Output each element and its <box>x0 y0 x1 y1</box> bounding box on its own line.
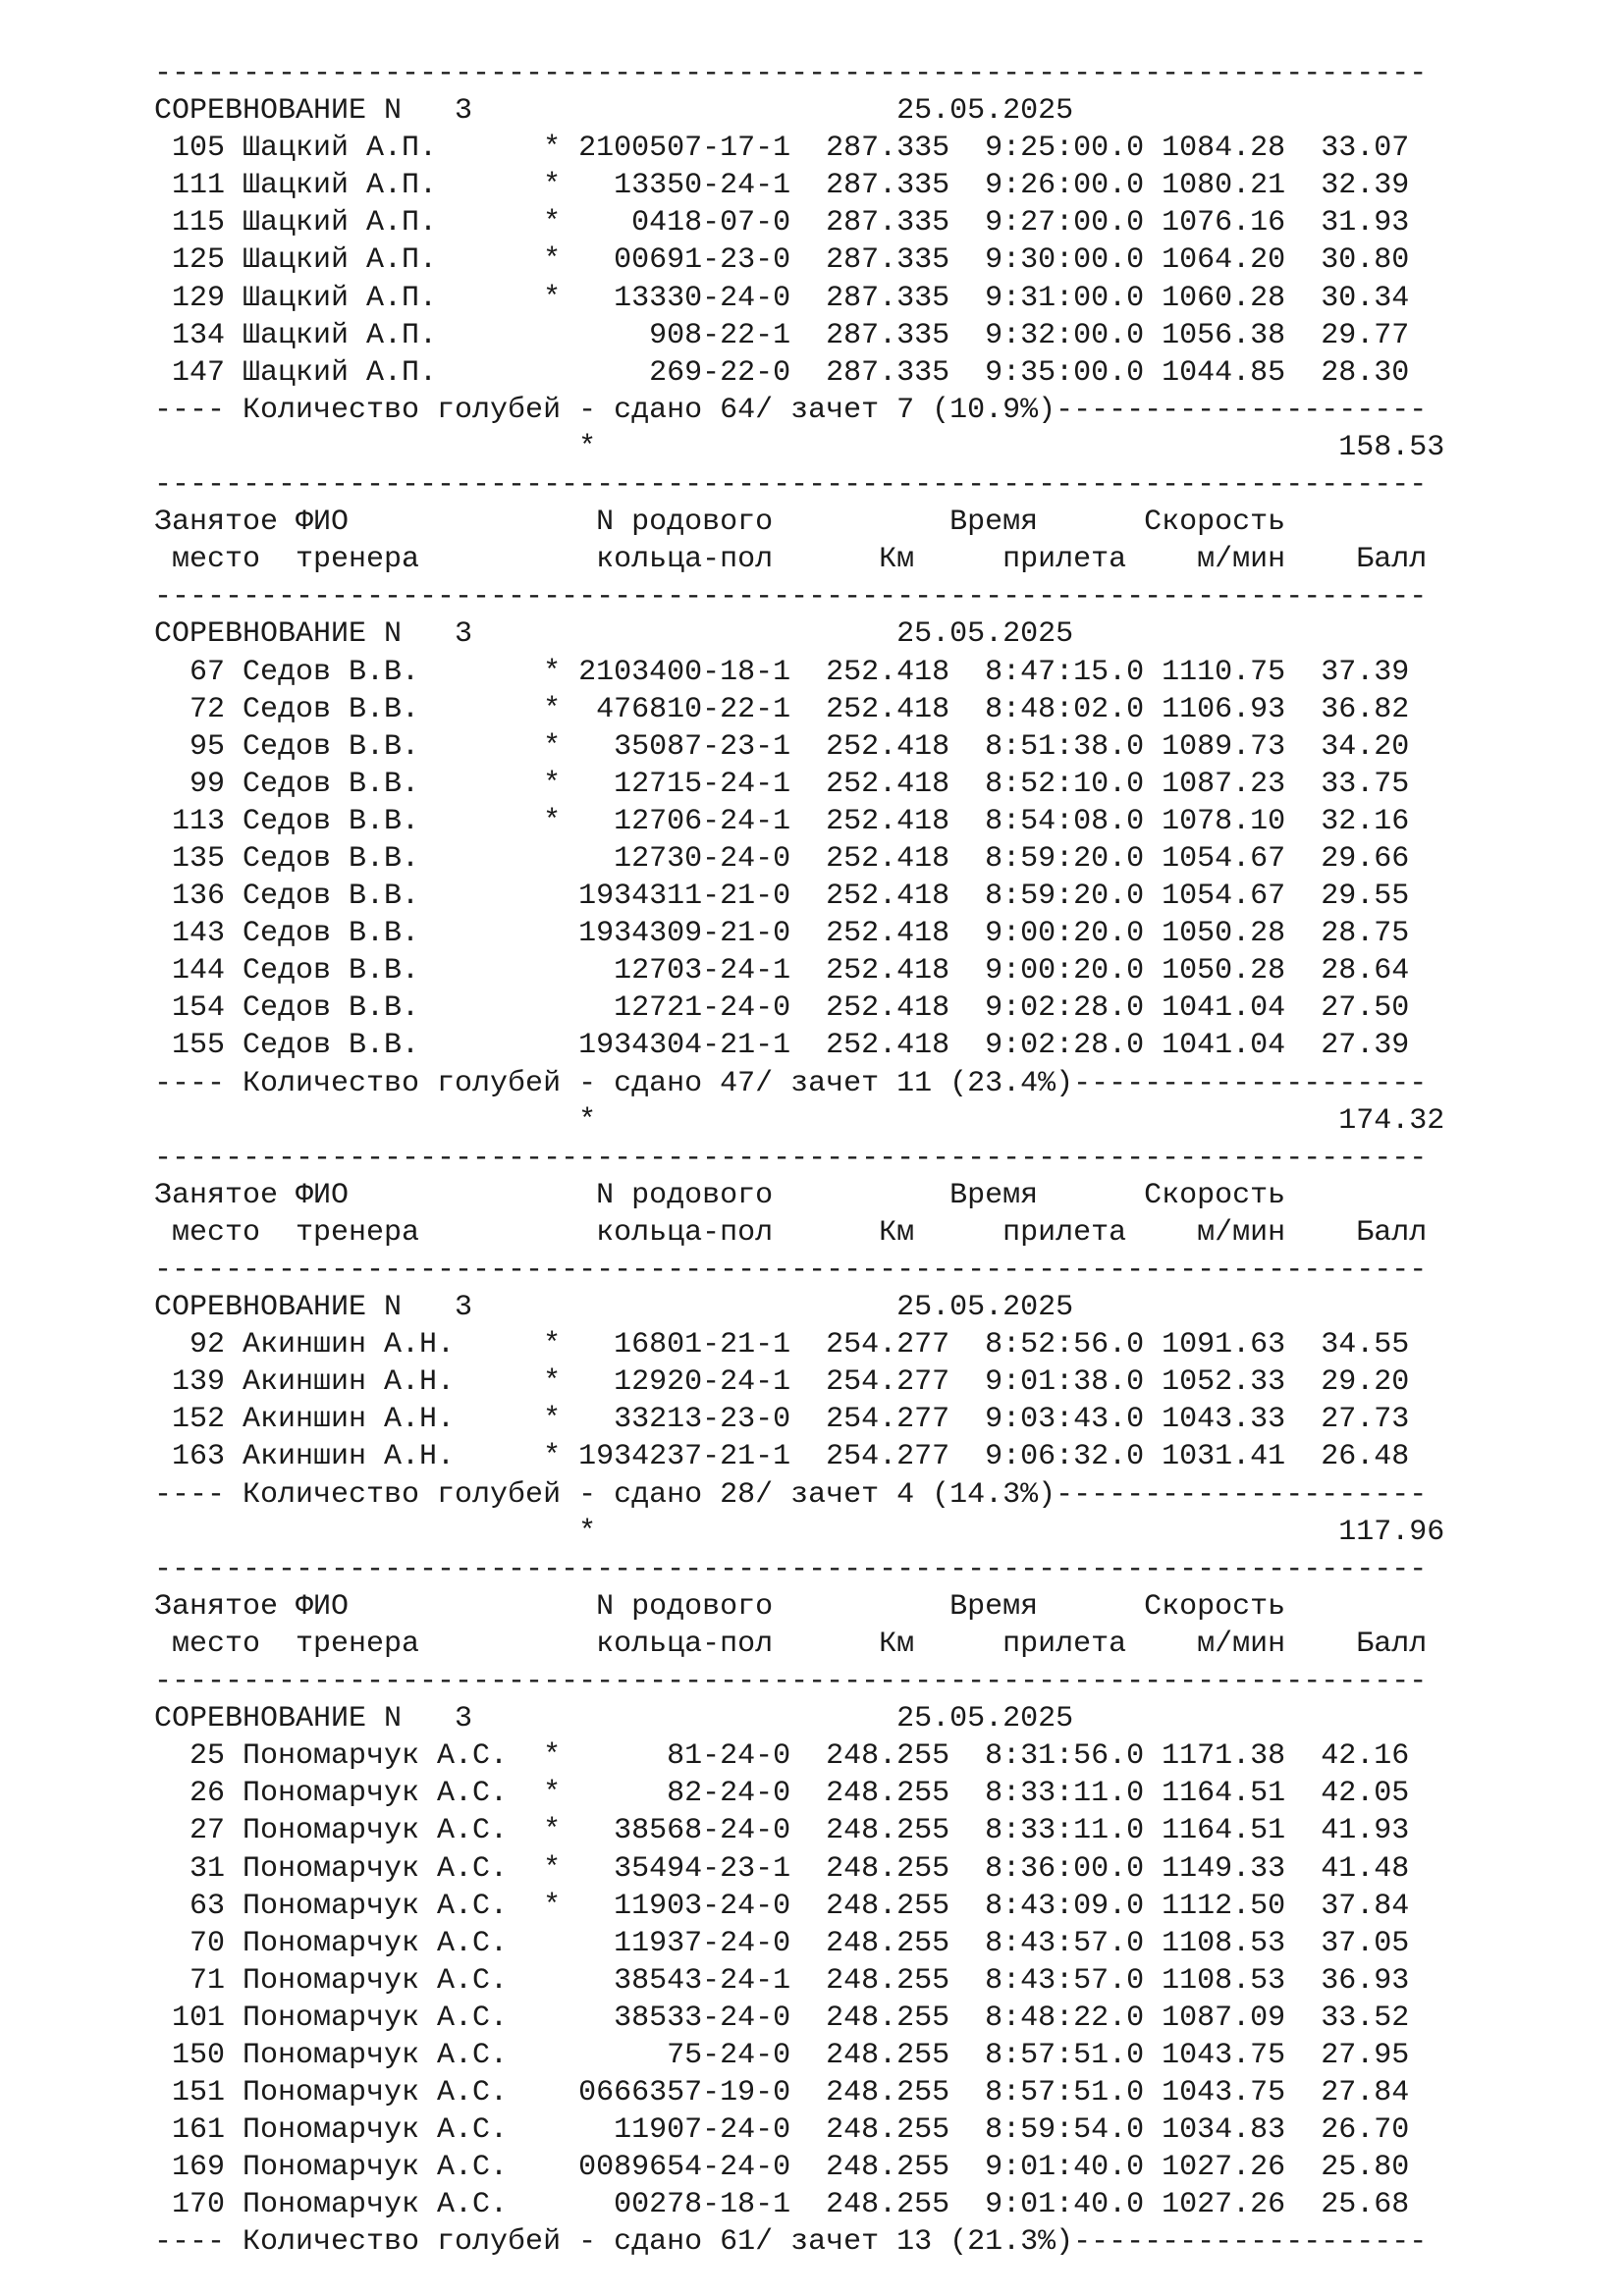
result-row: 25 Пономарчук А.С. * 81-24-0 248.255 8:31:56.0 1171.38 42.16 <box>154 1739 1410 1774</box>
result-row: 163 Акиншин А.Н. * 1934237-21-1 254.277 9:06:32.0 1031.41 26.48 <box>154 1440 1410 1474</box>
column-header-row-1: Занятое ФИО N родового Время Скорость <box>154 1178 1286 1212</box>
results-report <box>154 55 1444 2262</box>
result-row: 125 Шацкий А.П. * 00691-23-0 287.335 9:30:00.0 1064.20 30.80 <box>154 243 1410 278</box>
result-row: 161 Пономарчук А.С. 11907-24-0 248.255 8:59:54.0 1034.83 26.70 <box>154 2113 1410 2148</box>
result-row: 99 Седов В.В. * 12715-24-1 252.418 8:52:10.0 1087.23 33.75 <box>154 767 1410 801</box>
column-header-row-1: Занятое ФИО N родового Время Скорость <box>154 506 1286 540</box>
separator-line: ------------------------------------------------------------------------ <box>154 1552 1428 1586</box>
section-total: * 174.32 <box>154 1103 1445 1138</box>
result-row: 147 Шацкий А.П. 269-22-0 287.335 9:35:00.0 1044.85 28.30 <box>154 355 1410 390</box>
result-row: 70 Пономарчук А.С. 11937-24-0 248.255 8:43:57.0 1108.53 37.05 <box>154 1926 1410 1960</box>
summary-line: ---- Количество голубей - сдано 61/ зачет 13 (21.3%)-------------------- <box>154 2225 1428 2260</box>
competition-title: СОРЕВНОВАНИЕ N 3 25.05.2025 <box>154 1702 1074 1736</box>
column-header-row-1: Занятое ФИО N родового Время Скорость <box>154 1589 1286 1624</box>
result-row: 169 Пономарчук А.С. 0089654-24-0 248.255 9:01:40.0 1027.26 25.80 <box>154 2151 1410 2185</box>
result-row: 170 Пономарчук А.С. 00278-18-1 248.255 9:01:40.0 1027.26 25.68 <box>154 2188 1410 2222</box>
result-row: 150 Пономарчук А.С. 75-24-0 248.255 8:57:51.0 1043.75 27.95 <box>154 2038 1410 2072</box>
result-row: 92 Акиншин А.Н. * 16801-21-1 254.277 8:52:56.0 1091.63 34.55 <box>154 1328 1410 1362</box>
result-row: 134 Шацкий А.П. 908-22-1 287.335 9:32:00.0 1056.38 29.77 <box>154 318 1410 352</box>
separator-line: ------------------------------------------------------------------------ <box>154 1254 1428 1287</box>
result-row: 155 Седов В.В. 1934304-21-1 252.418 9:02:28.0 1041.04 27.39 <box>154 1029 1410 1063</box>
result-row: 151 Пономарчук А.С. 0666357-19-0 248.255 8:57:51.0 1043.75 27.84 <box>154 2076 1410 2110</box>
result-row: 129 Шацкий А.П. * 13330-24-0 287.335 9:31:00.0 1060.28 30.34 <box>154 281 1410 315</box>
result-row: 115 Шацкий А.П. * 0418-07-0 287.335 9:27:00.0 1076.16 31.93 <box>154 206 1410 240</box>
result-row: 63 Пономарчук А.С. * 11903-24-0 248.255 8:43:09.0 1112.50 37.84 <box>154 1889 1410 1923</box>
result-row: 139 Акиншин А.Н. * 12920-24-1 254.277 9:01:38.0 1052.33 29.20 <box>154 1365 1410 1400</box>
competition-title: СОРЕВНОВАНИЕ N 3 25.05.2025 <box>154 94 1074 129</box>
result-row: 143 Седов В.В. 1934309-21-0 252.418 9:00:20.0 1050.28 28.75 <box>154 917 1410 951</box>
result-row: 144 Седов В.В. 12703-24-1 252.418 9:00:20.0 1050.28 28.64 <box>154 954 1410 988</box>
section-total: * 117.96 <box>154 1515 1445 1549</box>
result-row: 111 Шацкий А.П. * 13350-24-1 287.335 9:26:00.0 1080.21 32.39 <box>154 169 1410 203</box>
separator-line: ------------------------------------------------------------------------ <box>154 468 1428 503</box>
result-row: 136 Седов В.В. 1934311-21-0 252.418 8:59:20.0 1054.67 29.55 <box>154 880 1410 914</box>
separator-line: ------------------------------------------------------------------------ <box>154 1141 1428 1175</box>
result-row: 31 Пономарчук А.С. * 35494-23-1 248.255 8:36:00.0 1149.33 41.48 <box>154 1851 1410 1886</box>
result-row: 72 Седов В.В. * 476810-22-1 252.418 8:48:02.0 1106.93 36.82 <box>154 692 1410 726</box>
column-header-row-2: место тренера кольца-пол Км прилета м/мин Балл <box>154 1627 1428 1661</box>
result-row: 152 Акиншин А.Н. * 33213-23-0 254.277 9:03:43.0 1043.33 27.73 <box>154 1403 1410 1437</box>
result-row: 113 Седов В.В. * 12706-24-1 252.418 8:54:08.0 1078.10 32.16 <box>154 804 1410 838</box>
result-row: 154 Седов В.В. 12721-24-0 252.418 9:02:28.0 1041.04 27.50 <box>154 991 1410 1026</box>
result-row: 71 Пономарчук А.С. 38543-24-1 248.255 8:43:57.0 1108.53 36.93 <box>154 1963 1410 1998</box>
result-row: 135 Седов В.В. 12730-24-0 252.418 8:59:20.0 1054.67 29.66 <box>154 841 1410 876</box>
separator-line: ------------------------------------------------------------------------ <box>154 580 1428 614</box>
summary-line: ---- Количество голубей - сдано 47/ зачет 11 (23.4%)-------------------- <box>154 1066 1428 1100</box>
column-header-row-2: место тренера кольца-пол Км прилета м/мин Балл <box>154 1215 1428 1250</box>
column-header-row-2: место тренера кольца-пол Км прилета м/мин Балл <box>154 543 1428 577</box>
result-row: 101 Пономарчук А.С. 38533-24-0 248.255 8:48:22.0 1087.09 33.52 <box>154 2001 1410 2035</box>
result-row: 27 Пономарчук А.С. * 38568-24-0 248.255 8:33:11.0 1164.51 41.93 <box>154 1814 1410 1848</box>
separator-line: ------------------------------------------------------------------------ <box>154 57 1428 90</box>
competition-title: СОРЕВНОВАНИЕ N 3 25.05.2025 <box>154 617 1074 652</box>
summary-line: ---- Количество голубей - сдано 28/ зачет 4 (14.3%)--------------------- <box>154 1477 1428 1512</box>
result-row: 105 Шацкий А.П. * 2100507-17-1 287.335 9:25:00.0 1084.28 33.07 <box>154 132 1410 166</box>
summary-line: ---- Количество голубей - сдано 64/ зачет 7 (10.9%)--------------------- <box>154 393 1428 427</box>
result-row: 95 Седов В.В. * 35087-23-1 252.418 8:51:38.0 1089.73 34.20 <box>154 729 1410 764</box>
section-total: * 158.53 <box>154 430 1445 464</box>
result-row: 67 Седов В.В. * 2103400-18-1 252.418 8:47:15.0 1110.75 37.39 <box>154 655 1410 689</box>
result-row: 26 Пономарчук А.С. * 82-24-0 248.255 8:33:11.0 1164.51 42.05 <box>154 1777 1410 1811</box>
separator-line: ------------------------------------------------------------------------ <box>154 1665 1428 1699</box>
competition-title: СОРЕВНОВАНИЕ N 3 25.05.2025 <box>154 1291 1074 1325</box>
